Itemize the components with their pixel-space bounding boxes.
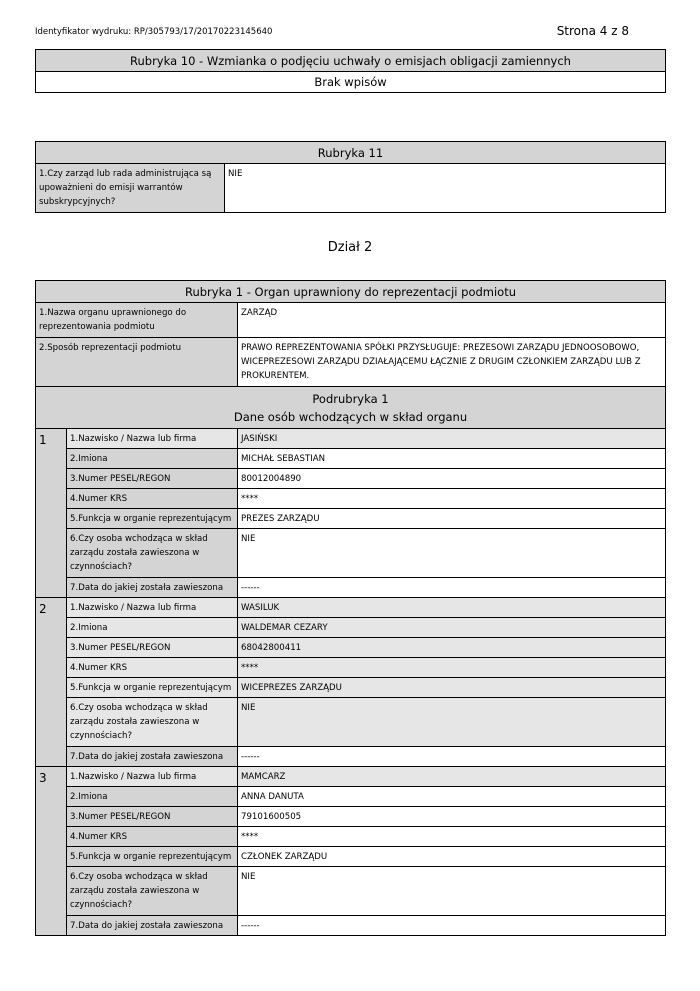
subsection-header — [36, 387, 666, 429]
person-field-row — [36, 916, 666, 936]
person-field-row — [36, 747, 666, 767]
person-field-row — [36, 827, 666, 847]
person-field-value: ------ — [238, 916, 666, 936]
person-field-label: 2.Imiona — [67, 618, 238, 638]
person-field-row — [36, 509, 666, 529]
person-field-row — [36, 867, 666, 916]
section-11-row-value: NIE — [225, 164, 666, 213]
person-field-label: 4.Numer KRS — [67, 489, 238, 509]
section-11-title: Rubryka 11 — [36, 142, 666, 164]
person-field-value: NIE — [238, 529, 666, 578]
section-10-table — [35, 49, 666, 93]
person-field-value: WASILUK — [238, 598, 666, 618]
person-field-row — [36, 658, 666, 678]
person-field-row — [36, 449, 666, 469]
person-field-label: 7.Data do jakiej została zawieszona — [67, 578, 238, 598]
person-field-value: NIE — [238, 698, 666, 747]
person-number: 1 — [36, 429, 67, 598]
person-field-value: CZŁONEK ZARZĄDU — [238, 847, 666, 867]
person-field-value: 68042800411 — [238, 638, 666, 658]
section-1-title: Rubryka 1 - Organ uprawniony do reprezentacji podmiotu — [36, 281, 666, 303]
person-field-value: 80012004890 — [238, 469, 666, 489]
person-number: 3 — [36, 767, 67, 936]
person-field-label: 5.Funkcja w organie reprezentującym — [67, 678, 238, 698]
section-1-table — [35, 280, 666, 936]
person-field-value: WALDEMAR CEZARY — [238, 618, 666, 638]
person-field-row — [36, 638, 666, 658]
person-field-label: 2.Imiona — [67, 787, 238, 807]
organ-name-label: 1.Nazwa organu uprawnionego do reprezentowania podmiotu — [36, 303, 238, 338]
person-field-value: PREZES ZARZĄDU — [238, 509, 666, 529]
person-field-value: ------ — [238, 747, 666, 767]
person-field-value: NIE — [238, 867, 666, 916]
person-field-value: ANNA DANUTA — [238, 787, 666, 807]
person-field-value: MAMCARZ — [238, 767, 666, 787]
person-field-row — [36, 529, 666, 578]
person-field-label: 1.Nazwisko / Nazwa lub firma — [67, 598, 238, 618]
person-field-value: ------ — [238, 578, 666, 598]
representation-method-value: PRAWO REPREZENTOWANIA SPÓŁKI PRZYSŁUGUJE: PREZESOWI ZARZĄDU JEDNOOSOBOWO, WICEPREZESOWI ZARZĄDU DZIAŁAJĄCEMU ŁĄCZNIE Z DRUGIM CZŁONKIEM ZARZĄDU LUB Z PROKURENTEM. — [238, 338, 666, 387]
person-field-label: 2.Imiona — [67, 449, 238, 469]
person-field-value: WICEPREZES ZARZĄDU — [238, 678, 666, 698]
person-field-row — [36, 429, 666, 449]
person-field-row — [36, 847, 666, 867]
person-field-row — [36, 787, 666, 807]
person-field-row — [36, 469, 666, 489]
person-field-row — [36, 489, 666, 509]
person-field-value: 79101600505 — [238, 807, 666, 827]
section-10-value: Brak wpisów — [36, 72, 666, 93]
persons-list — [36, 429, 666, 936]
person-field-value: **** — [238, 658, 666, 678]
section-10-title: Rubryka 10 - Wzmianka o podjęciu uchwały o emisjach obligacji zamiennych — [36, 50, 666, 72]
person-field-value: MICHAŁ SEBASTIAN — [238, 449, 666, 469]
person-field-label: 4.Numer KRS — [67, 658, 238, 678]
person-field-label: 6.Czy osoba wchodząca w skład zarządu została zawieszona w czynnościach? — [67, 698, 238, 747]
print-identifier: Identyfikator wydruku: RP/305793/17/20170223145640 — [35, 27, 273, 37]
subsection-subtitle: Dane osób wchodzących w skład organu — [233, 410, 468, 424]
section-11-table — [35, 141, 666, 213]
person-field-label: 6.Czy osoba wchodząca w skład zarządu została zawieszona w czynnościach? — [67, 529, 238, 578]
person-field-label: 7.Data do jakiej została zawieszona — [67, 747, 238, 767]
person-field-row — [36, 807, 666, 827]
person-field-label: 6.Czy osoba wchodząca w skład zarządu została zawieszona w czynnościach? — [67, 867, 238, 916]
print-header — [35, 24, 665, 40]
person-field-row — [36, 598, 666, 618]
person-field-row — [36, 678, 666, 698]
person-field-row — [36, 698, 666, 747]
person-field-value: **** — [238, 827, 666, 847]
person-field-label: 3.Numer PESEL/REGON — [67, 807, 238, 827]
person-field-label: 5.Funkcja w organie reprezentującym — [67, 509, 238, 529]
person-number: 2 — [36, 598, 67, 767]
person-field-label: 5.Funkcja w organie reprezentującym — [67, 847, 238, 867]
page-number: Strona 4 z 8 — [556, 24, 629, 38]
person-field-row — [36, 767, 666, 787]
person-field-label: 3.Numer PESEL/REGON — [67, 469, 238, 489]
person-field-row — [36, 618, 666, 638]
person-field-value: JASIŃSKI — [238, 429, 666, 449]
division-title: Dział 2 — [327, 240, 373, 255]
representation-method-label: 2.Sposób reprezentacji podmiotu — [36, 338, 238, 387]
person-field-label: 7.Data do jakiej została zawieszona — [67, 916, 238, 936]
person-field-label: 3.Numer PESEL/REGON — [67, 638, 238, 658]
person-field-value: **** — [238, 489, 666, 509]
person-field-label: 1.Nazwisko / Nazwa lub firma — [67, 429, 238, 449]
person-field-label: 4.Numer KRS — [67, 827, 238, 847]
organ-name-value: ZARZĄD — [238, 303, 666, 338]
person-field-row — [36, 578, 666, 598]
section-11-row-label: 1.Czy zarząd lub rada administrująca są upoważnieni do emisji warrantów subskrypcyjnych? — [36, 164, 225, 213]
subsection-title: Podrubryka 1 — [312, 392, 389, 406]
person-field-label: 1.Nazwisko / Nazwa lub firma — [67, 767, 238, 787]
